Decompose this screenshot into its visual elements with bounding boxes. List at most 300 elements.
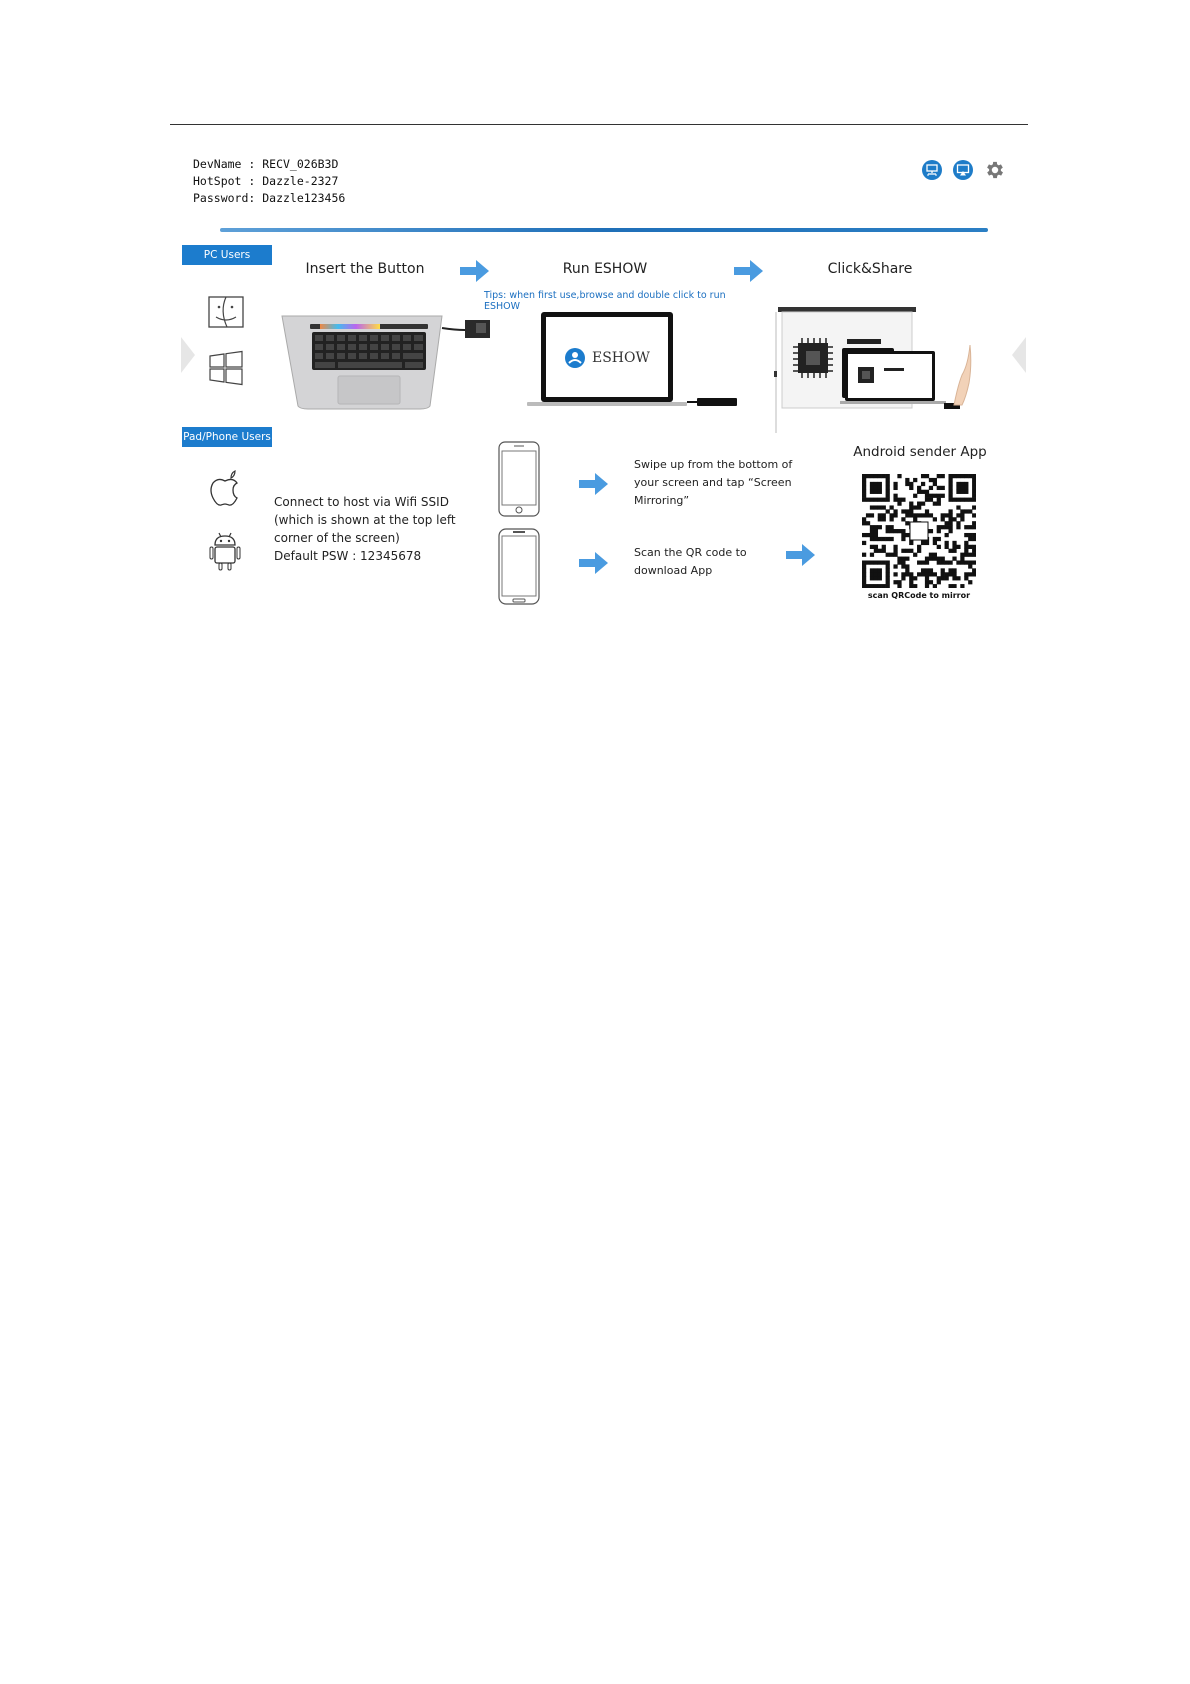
qr-module bbox=[897, 584, 901, 588]
qr-module bbox=[968, 537, 972, 541]
qr-module bbox=[925, 498, 929, 502]
qr-module bbox=[882, 474, 886, 478]
qr-module bbox=[886, 584, 890, 588]
device-info bbox=[193, 156, 345, 207]
qr-module bbox=[952, 545, 956, 549]
tips-text: Tips: when first use,browse and double click to run ESHOW bbox=[484, 290, 726, 312]
qr-module bbox=[913, 553, 917, 557]
qr-module bbox=[952, 498, 956, 502]
qr-module bbox=[886, 553, 890, 557]
qr-module bbox=[937, 525, 941, 529]
qr-module bbox=[874, 560, 878, 564]
qr-module bbox=[870, 545, 874, 549]
qr-module bbox=[933, 557, 937, 561]
qr-module bbox=[933, 494, 937, 498]
qr-module bbox=[886, 568, 890, 572]
qr-module bbox=[925, 584, 929, 588]
qr-module bbox=[972, 545, 976, 549]
qr-module bbox=[909, 584, 913, 588]
qr-module bbox=[968, 553, 972, 557]
qr-module bbox=[937, 529, 941, 533]
qr-module bbox=[964, 560, 968, 564]
qr-module bbox=[874, 498, 878, 502]
apple-icon bbox=[209, 470, 241, 508]
qr-module bbox=[972, 533, 976, 537]
qr-module bbox=[905, 509, 909, 513]
qr-module bbox=[901, 549, 905, 553]
qr-module bbox=[882, 505, 886, 509]
default-password-line: Default PSW : 12345678 bbox=[274, 549, 422, 563]
qr-module bbox=[901, 533, 905, 537]
android-icon bbox=[209, 531, 241, 571]
qr-module bbox=[890, 529, 894, 533]
qr-module bbox=[968, 525, 972, 529]
qr-module bbox=[948, 517, 952, 521]
qr-module bbox=[941, 572, 945, 576]
qr-module bbox=[886, 482, 890, 486]
qr-module bbox=[870, 474, 874, 478]
qr-module bbox=[952, 584, 956, 588]
qr-module bbox=[968, 498, 972, 502]
qr-module bbox=[956, 505, 960, 509]
devname-line: DevName : RECV_026B3D bbox=[193, 157, 339, 171]
qr-module bbox=[956, 498, 960, 502]
qr-module bbox=[972, 498, 976, 502]
qr-module bbox=[960, 490, 964, 494]
qr-module bbox=[862, 560, 866, 564]
qr-module bbox=[866, 533, 870, 537]
qr-module bbox=[960, 560, 964, 564]
qr-module bbox=[972, 478, 976, 482]
qr-module bbox=[960, 474, 964, 478]
qr-module bbox=[866, 521, 870, 525]
qr-module bbox=[878, 486, 882, 490]
qr-module bbox=[897, 502, 901, 506]
qr-module bbox=[870, 560, 874, 564]
qr-module bbox=[964, 576, 968, 580]
step-insert-title: Insert the Button bbox=[305, 261, 425, 277]
qr-module bbox=[921, 541, 925, 545]
qr-module bbox=[948, 525, 952, 529]
qr-module bbox=[882, 560, 886, 564]
qr-module bbox=[870, 529, 874, 533]
qr-module bbox=[886, 576, 890, 580]
qr-module bbox=[905, 482, 909, 486]
qr-module bbox=[925, 568, 929, 572]
qr-module bbox=[941, 525, 945, 529]
ios-line: Mirroring” bbox=[634, 494, 690, 507]
qr-module bbox=[941, 576, 945, 580]
qr-module bbox=[952, 557, 956, 561]
qr-module bbox=[893, 549, 897, 553]
qr-module bbox=[960, 584, 964, 588]
projector-share-image bbox=[772, 305, 992, 435]
qr-module bbox=[972, 513, 976, 517]
qr-module bbox=[937, 486, 941, 490]
qr-module bbox=[917, 502, 921, 506]
hotspot-line: HotSpot : Dazzle-2327 bbox=[193, 174, 339, 188]
android-instructions bbox=[634, 544, 784, 580]
windows-icon bbox=[208, 350, 244, 386]
qr-module bbox=[960, 553, 964, 557]
qr-module bbox=[929, 513, 933, 517]
qr-module bbox=[933, 517, 937, 521]
qr-module bbox=[952, 549, 956, 553]
qr-module bbox=[948, 584, 952, 588]
qr-module bbox=[964, 490, 968, 494]
gear-icon[interactable] bbox=[984, 159, 1006, 181]
qr-module bbox=[964, 498, 968, 502]
qr-module bbox=[937, 545, 941, 549]
qr-module bbox=[948, 482, 952, 486]
qr-module bbox=[937, 498, 941, 502]
qr-module bbox=[874, 525, 878, 529]
qr-module bbox=[964, 549, 968, 553]
qr-module bbox=[878, 498, 882, 502]
qr-module bbox=[862, 572, 866, 576]
qr-module bbox=[956, 482, 960, 486]
qr-module bbox=[925, 509, 929, 513]
arrow-right-icon bbox=[579, 472, 609, 500]
qr-module bbox=[862, 490, 866, 494]
qr-module bbox=[937, 580, 941, 584]
qr-module bbox=[968, 564, 972, 568]
connect-line: Connect to host via Wifi SSID bbox=[274, 495, 449, 509]
android-line: download App bbox=[634, 564, 713, 577]
qr-module bbox=[972, 572, 976, 576]
qr-module bbox=[937, 474, 941, 478]
qr-module bbox=[870, 505, 874, 509]
qr-module bbox=[893, 498, 897, 502]
qr-module bbox=[952, 572, 956, 576]
qr-module bbox=[968, 572, 972, 576]
qr-module bbox=[972, 490, 976, 494]
qr-module bbox=[897, 580, 901, 584]
qr-module bbox=[862, 482, 866, 486]
qr-module bbox=[893, 494, 897, 498]
qr-module bbox=[929, 553, 933, 557]
qr-module bbox=[964, 509, 968, 513]
qr-module bbox=[945, 521, 949, 525]
qr-module bbox=[956, 525, 960, 529]
qr-module bbox=[929, 486, 933, 490]
gear-icon-glyph bbox=[984, 159, 1006, 181]
qr-module bbox=[886, 580, 890, 584]
qr-module bbox=[886, 564, 890, 568]
qr-module bbox=[952, 517, 956, 521]
qr-module bbox=[901, 576, 905, 580]
cast-icon[interactable] bbox=[953, 160, 973, 180]
qr-module bbox=[968, 533, 972, 537]
qr-module bbox=[870, 533, 874, 537]
connect-line: corner of the screen) bbox=[274, 531, 400, 545]
qr-module bbox=[905, 557, 909, 561]
qr-module bbox=[886, 529, 890, 533]
qr-module bbox=[917, 486, 921, 490]
qr-module bbox=[878, 572, 882, 576]
qr-module bbox=[870, 513, 874, 517]
qr-module bbox=[874, 584, 878, 588]
qr-module bbox=[925, 580, 929, 584]
qr-module bbox=[882, 537, 886, 541]
qr-module bbox=[921, 490, 925, 494]
qr-module bbox=[878, 584, 882, 588]
qr-module bbox=[874, 537, 878, 541]
qr-module bbox=[870, 482, 874, 486]
qr-caption: scan QRCode to mirror bbox=[867, 591, 971, 600]
qr-module bbox=[933, 478, 937, 482]
qr-module bbox=[862, 553, 866, 557]
qr-module bbox=[925, 557, 929, 561]
qr-module bbox=[870, 537, 874, 541]
qr-module bbox=[933, 553, 937, 557]
step-share-title: Click&Share bbox=[827, 261, 913, 277]
qr-module bbox=[886, 537, 890, 541]
prev-arrow-tab[interactable] bbox=[181, 337, 195, 373]
qr-module bbox=[972, 560, 976, 564]
qr-module bbox=[948, 498, 952, 502]
qr-module bbox=[964, 545, 968, 549]
qr-module bbox=[905, 513, 909, 517]
qr-module bbox=[960, 486, 964, 490]
network-icon[interactable] bbox=[922, 160, 942, 180]
qr-module bbox=[886, 509, 890, 513]
qr-module bbox=[921, 482, 925, 486]
qr-module bbox=[945, 572, 949, 576]
qr-module bbox=[913, 576, 917, 580]
qr-module bbox=[925, 576, 929, 580]
qr-module bbox=[921, 572, 925, 576]
qr-module bbox=[862, 533, 866, 537]
qr-module bbox=[972, 537, 976, 541]
qr-module bbox=[878, 568, 882, 572]
qr-module bbox=[921, 513, 925, 517]
next-arrow-tab[interactable] bbox=[1012, 337, 1026, 373]
qr-module bbox=[901, 557, 905, 561]
qr-module bbox=[917, 572, 921, 576]
qr-module bbox=[913, 517, 917, 521]
qr-module bbox=[866, 513, 870, 517]
qr-module bbox=[933, 541, 937, 545]
qr-module bbox=[964, 533, 968, 537]
qr-module bbox=[929, 568, 933, 572]
qr-module bbox=[878, 576, 882, 580]
qr-module bbox=[941, 494, 945, 498]
qr-module bbox=[960, 557, 964, 561]
ios-line: your screen and tap “Screen bbox=[634, 476, 792, 489]
qr-module bbox=[862, 564, 866, 568]
qr-module bbox=[862, 474, 866, 478]
qr-module bbox=[972, 482, 976, 486]
qr-module bbox=[893, 509, 897, 513]
qr-module bbox=[862, 584, 866, 588]
qr-module bbox=[972, 486, 976, 490]
qr-module bbox=[941, 486, 945, 490]
step-run-title: Run ESHOW bbox=[562, 261, 648, 277]
qr-module bbox=[862, 580, 866, 584]
qr-module bbox=[882, 549, 886, 553]
qr-module bbox=[917, 490, 921, 494]
qr-module bbox=[886, 486, 890, 490]
qr-module bbox=[874, 490, 878, 494]
qr-module bbox=[948, 521, 952, 525]
qr-module bbox=[941, 560, 945, 564]
qr-module bbox=[909, 482, 913, 486]
qr-module bbox=[862, 478, 866, 482]
qr-module bbox=[897, 498, 901, 502]
qr-module bbox=[874, 545, 878, 549]
qr-module bbox=[901, 564, 905, 568]
qr-module bbox=[862, 517, 866, 521]
iphone-image bbox=[498, 441, 540, 517]
qr-module bbox=[917, 560, 921, 564]
qr-module bbox=[886, 494, 890, 498]
qr-module bbox=[956, 474, 960, 478]
qr-module bbox=[964, 541, 968, 545]
qr-module bbox=[882, 517, 886, 521]
qr-module bbox=[862, 486, 866, 490]
qr-module bbox=[964, 553, 968, 557]
qr-module bbox=[956, 486, 960, 490]
qr-module bbox=[948, 572, 952, 576]
qr-module bbox=[882, 545, 886, 549]
qr-module bbox=[874, 529, 878, 533]
qr-module bbox=[886, 490, 890, 494]
qr-module bbox=[878, 505, 882, 509]
qr-module bbox=[948, 560, 952, 564]
qr-module bbox=[960, 517, 964, 521]
qr-module bbox=[878, 537, 882, 541]
qr-module bbox=[933, 502, 937, 506]
qr-module bbox=[948, 490, 952, 494]
qr-module bbox=[921, 560, 925, 564]
qr-module bbox=[941, 557, 945, 561]
qr-module bbox=[933, 537, 937, 541]
arrow-right-icon bbox=[579, 551, 609, 579]
qr-module bbox=[972, 553, 976, 557]
qr-module bbox=[921, 568, 925, 572]
qr-module bbox=[952, 568, 956, 572]
qr-module bbox=[870, 498, 874, 502]
qr-module bbox=[917, 513, 921, 517]
qr-module bbox=[929, 498, 933, 502]
section-divider-bar bbox=[220, 228, 988, 232]
android-phone-image bbox=[498, 528, 540, 605]
qr-module bbox=[933, 482, 937, 486]
qr-module bbox=[893, 486, 897, 490]
qr-module bbox=[929, 494, 933, 498]
qr-module bbox=[874, 505, 878, 509]
qr-module bbox=[941, 474, 945, 478]
qr-module bbox=[901, 537, 905, 541]
qr-module bbox=[948, 486, 952, 490]
qr-module bbox=[913, 494, 917, 498]
qr-module bbox=[960, 513, 964, 517]
qr-module bbox=[937, 557, 941, 561]
qr-module bbox=[956, 513, 960, 517]
qr-module bbox=[890, 505, 894, 509]
qr-module bbox=[945, 525, 949, 529]
qr-module bbox=[964, 474, 968, 478]
arrow-right-icon bbox=[786, 543, 816, 571]
qr-module bbox=[909, 541, 913, 545]
qr-module bbox=[968, 474, 972, 478]
pad-phone-users-label: Pad/Phone Users bbox=[182, 427, 272, 447]
qr-module bbox=[956, 521, 960, 525]
mac-finder-icon bbox=[208, 296, 244, 328]
qr-module bbox=[917, 545, 921, 549]
qr-module bbox=[945, 513, 949, 517]
qr-module bbox=[925, 572, 929, 576]
ios-instructions bbox=[634, 456, 814, 510]
qr-module bbox=[905, 568, 909, 572]
qr-module bbox=[870, 553, 874, 557]
qr-module bbox=[866, 560, 870, 564]
qr-module bbox=[909, 505, 913, 509]
qr-module bbox=[929, 529, 933, 533]
qr-module bbox=[929, 580, 933, 584]
qr-module bbox=[886, 572, 890, 576]
qr-module bbox=[866, 584, 870, 588]
qr-module bbox=[897, 474, 901, 478]
qr-module bbox=[964, 572, 968, 576]
qr-module bbox=[901, 560, 905, 564]
qr-module bbox=[913, 505, 917, 509]
qr-module bbox=[909, 572, 913, 576]
qr-module bbox=[941, 513, 945, 517]
qr-module bbox=[913, 513, 917, 517]
qr-module bbox=[874, 568, 878, 572]
qr-module bbox=[905, 572, 909, 576]
qr-module bbox=[941, 517, 945, 521]
qr-module bbox=[925, 490, 929, 494]
qr-module bbox=[882, 498, 886, 502]
qr-module bbox=[862, 494, 866, 498]
qr-module bbox=[964, 525, 968, 529]
qr-module bbox=[890, 513, 894, 517]
qr-module bbox=[874, 474, 878, 478]
qr-code-image[interactable] bbox=[862, 474, 976, 588]
qr-module bbox=[972, 549, 976, 553]
qr-module bbox=[909, 509, 913, 513]
qr-module bbox=[874, 486, 878, 490]
qr-module bbox=[874, 482, 878, 486]
qr-module bbox=[874, 549, 878, 553]
qr-module bbox=[870, 490, 874, 494]
qr-module bbox=[897, 557, 901, 561]
qr-module bbox=[972, 494, 976, 498]
qr-module bbox=[945, 560, 949, 564]
network-icon-glyph bbox=[925, 163, 939, 177]
qr-module bbox=[862, 498, 866, 502]
qr-module bbox=[870, 576, 874, 580]
qr-module bbox=[890, 537, 894, 541]
arrow-right-icon bbox=[734, 259, 764, 287]
qr-module bbox=[968, 580, 972, 584]
qr-module bbox=[901, 509, 905, 513]
qr-module bbox=[901, 517, 905, 521]
qr-module bbox=[948, 549, 952, 553]
qr-module bbox=[893, 513, 897, 517]
qr-module bbox=[905, 564, 909, 568]
qr-module bbox=[901, 498, 905, 502]
qr-module bbox=[956, 490, 960, 494]
qr-module bbox=[948, 513, 952, 517]
connect-instructions bbox=[274, 493, 474, 565]
qr-module bbox=[882, 584, 886, 588]
qr-module bbox=[925, 474, 929, 478]
qr-module bbox=[972, 505, 976, 509]
